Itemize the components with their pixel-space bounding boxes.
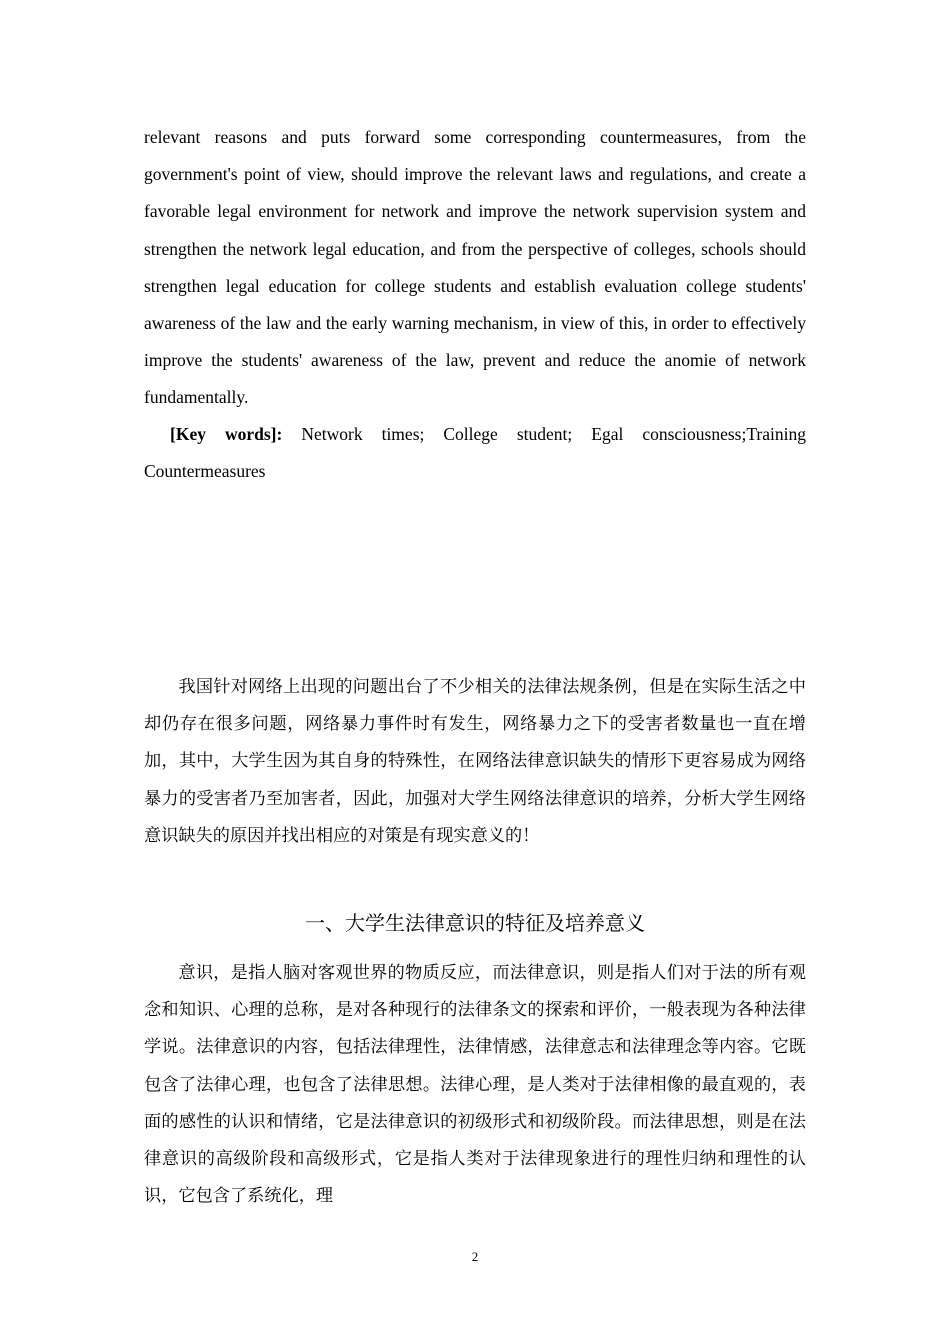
abstract-english-continuation — [144, 119, 806, 417]
intro-section — [144, 669, 806, 855]
section-body — [144, 955, 806, 1215]
abstract-paragraph: relevant reasons and puts forward some corresponding countermeasures, from the government's point of view, should improve the relevant laws and regulations, and create a favorable legal environment for network and improve the network supervision system and strengthen the network legal education, and from the perspective of colleges, schools should strengthen legal education for college students and establish evaluation college students' awareness of the law and the early warning mechanism, in view of this, in order to effectively improve the students' awareness of the law, prevent and reduce the anomie of network fundamentally. — [144, 127, 806, 408]
section-paragraph: 意识，是指人脑对客观世界的物质反应，而法律意识，则是指人们对于法的所有观念和知识、心理的总称，是对各种现行的法律条文的探索和评价，一般表现为各种法律学说。法律意识的内容，包括法律理性，法律情感，法律意志和法律理念等内容。它既包含了法律心理，也包含了法律思想。法律心理，是人类对于法律相像的最直观的，表面的感性的认识和情绪，它是法律意识的初级形式和初级阶段。而法律思想，则是在法律意识的高级阶段和高级形式，它是指人类对于法律现象进行的理性归纳和理性的认识，它包含了系统化，理 — [144, 963, 806, 1207]
keywords-label: [Key words]: — [170, 424, 283, 444]
section-heading: 一、大学生法律意识的特征及培养意义 — [305, 911, 645, 935]
keywords-text: Network times; College student; Egal consciousness;Training Countermeasures — [144, 424, 806, 482]
keywords-line — [144, 416, 806, 490]
page-number: 2 — [471, 1249, 479, 1264]
intro-paragraph: 我国针对网络上出现的问题出台了不少相关的法律法规条例，但是在实际生活之中却仍存在很多问题，网络暴力事件时有发生，网络暴力之下的受害者数量也一直在增加，其中，大学生因为其自身的特殊性，在网络法律意识缺失的情形下更容易成为网络暴力的受害者乃至加害者，因此，加强对大学生网络法律意识的培养，分析大学生网络意识缺失的原因并找出相应的对策是有现实意义的！ — [144, 677, 806, 846]
